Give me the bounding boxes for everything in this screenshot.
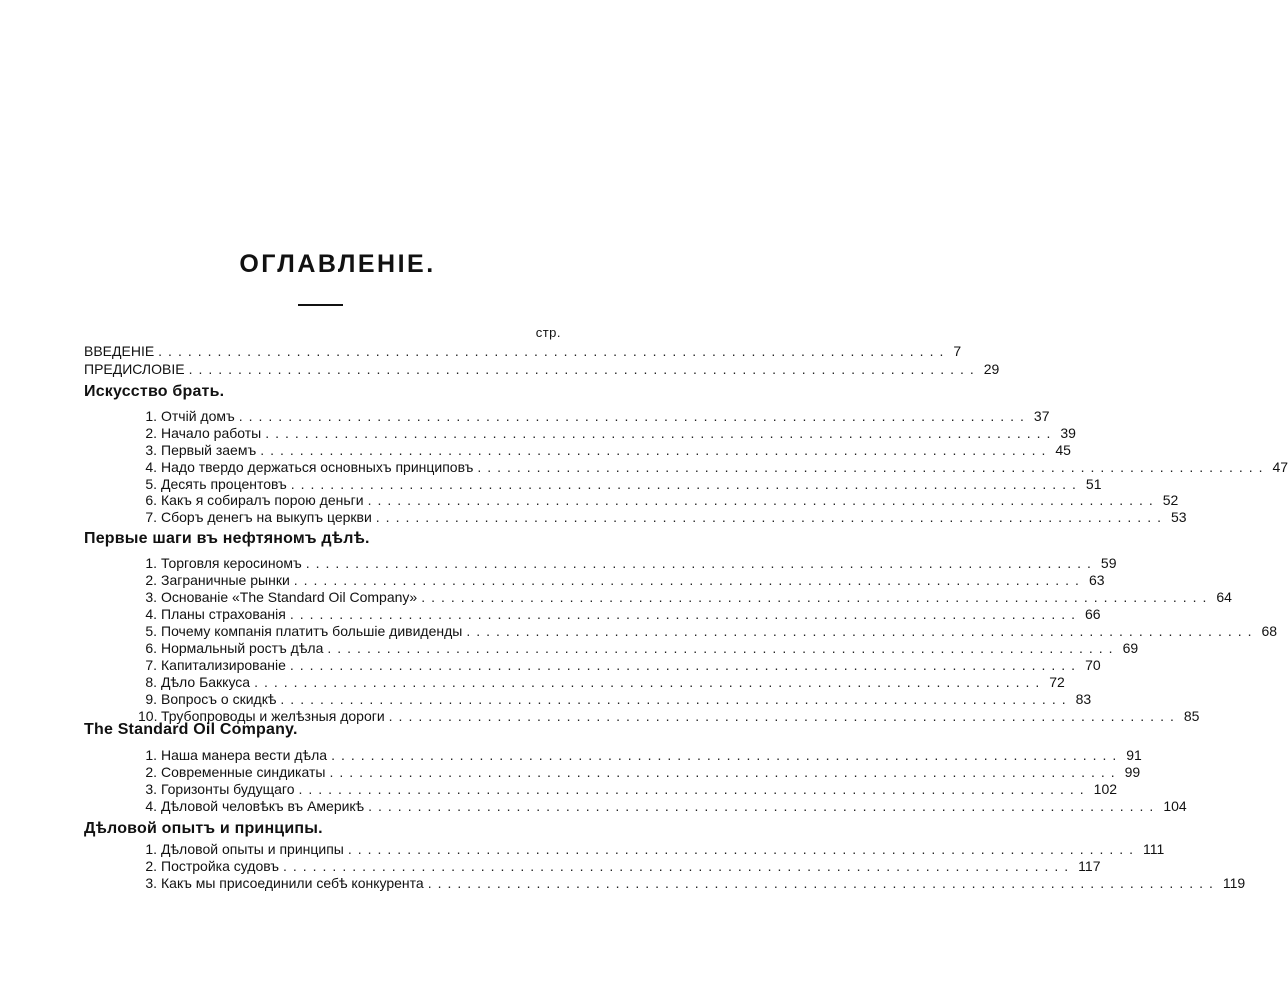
leader-dots: ................................................................................	[282, 858, 1075, 874]
leader-dots: ................................................................................	[289, 657, 1082, 673]
toc-entry-number: 2.	[145, 764, 157, 780]
page-column-label: стр.	[535, 325, 561, 340]
toc-entry-text: Надо твердо держаться основныхъ принциповъ	[161, 459, 474, 475]
toc-entry-text: ПРЕДИСЛОВІЕ	[84, 361, 185, 377]
toc-entry	[138, 874, 1246, 893]
toc-entry-number: 5.	[145, 623, 157, 639]
toc-entry-number: 1.	[145, 555, 157, 571]
toc-entry-number: 2.	[145, 858, 157, 874]
toc-entry-number: 4.	[145, 606, 157, 622]
toc-entry-text: Наша манера вести дѣла	[161, 747, 328, 763]
toc-entry-introduction	[84, 342, 962, 361]
toc-entry	[138, 797, 1187, 816]
leader-dots: ................................................................................	[421, 589, 1213, 605]
toc-entry-text: Отчій домъ	[161, 408, 235, 424]
toc-entry-text: Сборъ денегъ на выкупъ церкви	[161, 509, 372, 525]
toc-entry-page: 66	[1084, 606, 1101, 622]
toc-entry-number: 2.	[145, 572, 157, 588]
toc-entry-number: 6.	[145, 492, 157, 508]
toc-entry-text: Постройка судовъ	[161, 858, 279, 874]
toc-entry-page: 69	[1122, 640, 1139, 656]
toc-entry-text: Современные синдикаты	[161, 764, 326, 780]
toc-entry-page: 59	[1100, 555, 1117, 571]
leader-dots: ................................................................................	[427, 875, 1219, 891]
toc-entry-text: Дѣло Баккуса	[161, 674, 251, 690]
toc-entry-page: 85	[1183, 708, 1200, 724]
toc-entry-page: 91	[1126, 747, 1142, 763]
leader-dots: ................................................................................	[477, 459, 1269, 475]
toc-entry-number: 2.	[145, 425, 157, 441]
section-heading: Искусство брать.	[84, 383, 225, 400]
toc-entry-text: Начало работы	[161, 425, 262, 441]
toc-entry-number: 4.	[145, 798, 157, 814]
toc-entry	[138, 508, 1187, 527]
section-heading: The Standard Oil Company.	[84, 721, 298, 738]
toc-entry-page: 51	[1085, 476, 1102, 492]
toc-entry-text: Заграничные рынки	[161, 572, 290, 588]
toc-entry-number: 7.	[145, 509, 157, 525]
toc-entry-page: 64	[1216, 589, 1232, 605]
title-rule	[298, 304, 343, 306]
toc-entry-text: Десять процентовъ	[161, 476, 287, 492]
toc-entry-page: 52	[1162, 492, 1179, 508]
toc-entry-text: Основаніе «The Standard Oil Company»	[161, 589, 418, 605]
leader-dots: ................................................................................	[331, 747, 1123, 763]
toc-entry-page: 53	[1170, 509, 1187, 525]
toc-entry-text: Вопросъ о скидкѣ	[161, 691, 277, 707]
toc-entry-page: 104	[1163, 798, 1187, 814]
leader-dots: ................................................................................	[265, 425, 1057, 441]
toc-entry-page: 29	[983, 361, 1000, 377]
toc-entry-number: 3.	[145, 781, 157, 797]
toc-entry-text: Планы страхованія	[161, 606, 286, 622]
toc-entry-page: 83	[1075, 691, 1092, 707]
toc-entry-text: ВВЕДЕНІЕ	[84, 343, 155, 359]
leader-dots: ................................................................................	[347, 841, 1140, 857]
section-heading: Первые шаги въ нефтяномъ дѣлѣ.	[84, 530, 370, 547]
toc-entry-page: 70	[1085, 657, 1101, 673]
leader-dots: ................................................................................	[329, 764, 1121, 780]
toc-entry-page: 102	[1093, 781, 1118, 797]
leader-dots: ................................................................................	[466, 623, 1258, 639]
toc-entry-number: 3.	[145, 442, 157, 458]
toc-entry-text: Торговля керосиномъ	[161, 555, 302, 571]
toc-entry-text: Нормальный ростъ дѣла	[161, 640, 324, 656]
leader-dots: ................................................................................	[158, 343, 950, 359]
toc-entry-page: 45	[1055, 442, 1071, 458]
leader-dots: ................................................................................	[368, 798, 1160, 814]
leader-dots: ................................................................................	[290, 476, 1082, 492]
toc-entry-number: 8.	[145, 674, 157, 690]
toc-entry-page: 68	[1261, 623, 1278, 639]
leader-dots: ................................................................................	[298, 781, 1090, 797]
toc-entry-page: 7	[953, 343, 962, 359]
leader-dots: ................................................................................	[327, 640, 1119, 656]
toc-entry-number: 9.	[145, 691, 157, 707]
toc-entry-page: 111	[1143, 841, 1165, 857]
toc-entry-text: Какъ я собиралъ порою деньги	[161, 492, 364, 508]
leader-dots: ................................................................................	[305, 555, 1097, 571]
toc-entry-number: 3.	[145, 589, 157, 605]
toc-entry-text: Первый заемъ	[161, 442, 257, 458]
toc-entry-page: 63	[1088, 572, 1105, 588]
toc-entry-number: 6.	[145, 640, 157, 656]
toc-entry-preface	[84, 360, 1000, 379]
toc-entry-text: Дѣловой человѣкъ въ Америкѣ	[161, 798, 365, 814]
leader-dots: ................................................................................	[254, 674, 1046, 690]
leader-dots: ................................................................................	[238, 408, 1030, 424]
page-title: ОГЛАВЛЕНІЕ.	[239, 250, 436, 278]
leader-dots: ................................................................................	[280, 691, 1072, 707]
toc-entry-text: Капитализированіе	[161, 657, 286, 673]
leader-dots: ................................................................................	[289, 606, 1081, 622]
toc-entry-number: 3.	[145, 875, 157, 891]
toc-entry-number: 4.	[145, 459, 157, 475]
toc-entry-number: 1.	[145, 841, 157, 857]
toc-entry-page: 47	[1272, 459, 1288, 475]
leader-dots: ................................................................................	[260, 442, 1052, 458]
leader-dots: ................................................................................	[388, 708, 1180, 724]
toc-entry-page: 37	[1033, 408, 1050, 424]
toc-entry-text: Дѣловой опыты и принципы	[161, 841, 344, 857]
leader-dots: ................................................................................	[188, 361, 980, 377]
toc-entry-page: 119	[1222, 875, 1246, 891]
toc-entry-text: Трубопроводы и желѣзныя дороги	[161, 708, 385, 724]
leader-dots: ................................................................................	[293, 572, 1085, 588]
toc-entry-number: 1.	[145, 408, 157, 424]
toc-entry-number: 1.	[145, 747, 157, 763]
toc-entry-text: Какъ мы присоединили себѣ конкурента	[161, 875, 424, 891]
toc-entry-page: 72	[1049, 674, 1065, 690]
toc-entry-number: 10.	[138, 708, 158, 724]
toc-entry-page: 117	[1078, 858, 1101, 874]
leader-dots: ................................................................................	[367, 492, 1159, 508]
toc-entry-text: Горизонты будущаго	[161, 781, 295, 797]
toc-entry-number: 5.	[145, 476, 157, 492]
toc-entry-page: 39	[1060, 425, 1076, 441]
toc-entry-number: 7.	[145, 657, 157, 673]
leader-dots: ................................................................................	[375, 509, 1167, 525]
toc-entry-text: Почему компанія платитъ большіе дивиденды	[161, 623, 463, 639]
section-heading: Дѣловой опытъ и принципы.	[84, 820, 323, 837]
toc-entry-page: 99	[1124, 764, 1141, 780]
